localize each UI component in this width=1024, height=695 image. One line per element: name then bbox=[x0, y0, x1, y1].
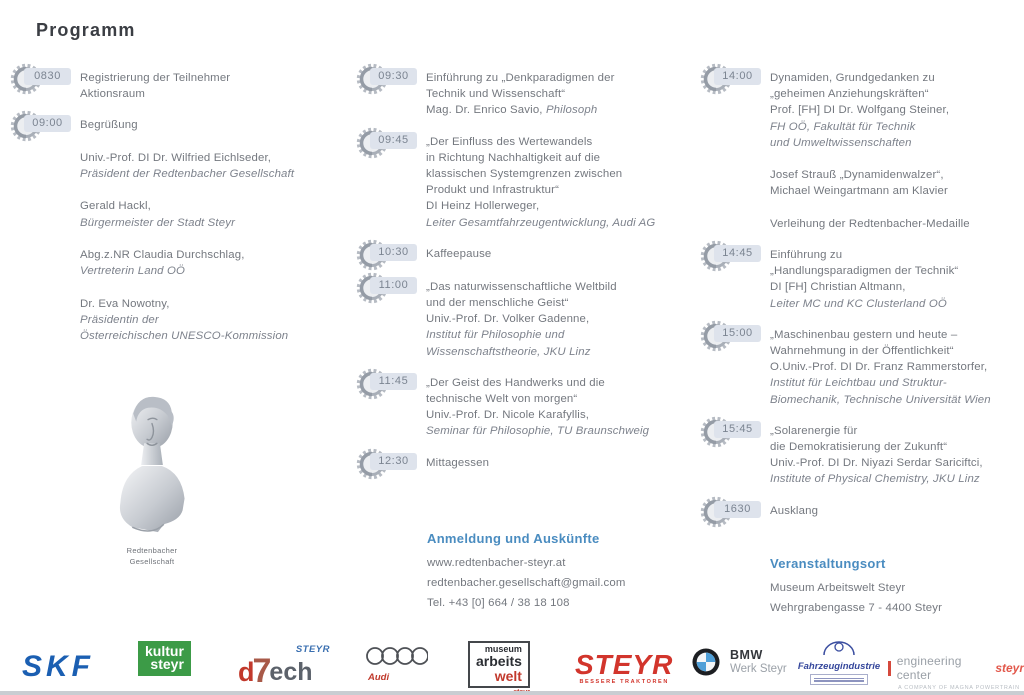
venue-info-block bbox=[770, 556, 942, 618]
schedule-line: Präsidentin der bbox=[80, 313, 159, 326]
time-cell bbox=[700, 423, 770, 441]
time-cell bbox=[16, 117, 80, 135]
schedule-line bbox=[770, 151, 1024, 167]
schedule-line: Technik und Wissenschaft“ bbox=[426, 88, 566, 101]
schedule-item bbox=[700, 423, 1024, 488]
schedule-line: „geheimen Anziehungskräften“ bbox=[770, 88, 929, 101]
schedule-item bbox=[356, 375, 692, 440]
dtech-seven: 7 bbox=[252, 652, 272, 690]
bust-caption-line2: Gesellschaft bbox=[129, 557, 175, 566]
audi-logo bbox=[366, 646, 428, 683]
schedule-line: Ausklang bbox=[770, 504, 819, 517]
ecs-red-bar bbox=[888, 661, 891, 676]
audi-rings-icon bbox=[366, 646, 428, 666]
engineering-center-steyr-logo bbox=[888, 654, 1024, 691]
schedule-line: „Der Einfluss des Wertewandels bbox=[426, 135, 593, 148]
schedule-line: Wissenschaftstheorie, JKU Linz bbox=[426, 345, 591, 358]
schedule-line: DI [FH] Christian Altmann, bbox=[770, 281, 906, 294]
schedule-item bbox=[700, 327, 1024, 408]
venue-lines bbox=[770, 578, 942, 618]
skf-logo bbox=[22, 650, 94, 684]
schedule-item bbox=[700, 247, 1024, 312]
time-badge: 11:00 bbox=[370, 277, 417, 294]
schedule-item bbox=[356, 134, 692, 231]
schedule-line: „Maschinenbau gestern und heute – bbox=[770, 328, 958, 341]
schedule-line bbox=[80, 134, 356, 150]
bmw-logo bbox=[692, 648, 787, 676]
schedule-line: Biomechanik, Technische Universität Wien bbox=[770, 393, 991, 406]
schedule-line: „Handlungsparadigmen der Technik“ bbox=[770, 265, 959, 278]
schedule-line: Mag. Dr. Enrico Savio, Philosoph bbox=[426, 104, 598, 117]
schedule-line: Michael Weingartmann am Klavier bbox=[770, 185, 948, 198]
schedule-line: Mittagessen bbox=[426, 456, 490, 469]
schedule-line: Univ.-Prof. DI Dr. Wilfried Eichlseder, bbox=[80, 151, 272, 164]
time-badge: 11:45 bbox=[370, 373, 417, 390]
time-badge: 14:00 bbox=[714, 68, 761, 85]
bmw-werk-steyr-text: Werk Steyr bbox=[730, 663, 787, 675]
schedule-line: Univ.-Prof. DI Dr. Niyazi Serdar Sariciftci, bbox=[770, 457, 983, 470]
schedule-line bbox=[80, 279, 356, 295]
schedule-line bbox=[80, 231, 356, 247]
time-badge: 09:30 bbox=[370, 68, 417, 85]
schedule-line bbox=[80, 182, 356, 198]
schedule-line: Vertreterin Land OÖ bbox=[80, 265, 185, 278]
time-badge: 15:45 bbox=[714, 421, 761, 438]
schedule-column-1 bbox=[16, 62, 356, 359]
time-cell bbox=[700, 327, 770, 345]
dtech-steyr-logo bbox=[238, 644, 330, 690]
ecs-text: engineering center bbox=[896, 654, 962, 682]
steyr-logo-text: STEYR bbox=[575, 649, 674, 680]
redtenbacher-bust bbox=[96, 392, 208, 567]
steyr-logo bbox=[575, 649, 674, 685]
schedule-line: FH OÖ, Fakultät für Technik bbox=[770, 120, 916, 133]
schedule-line: Präsident der Redtenbacher Gesellschaft bbox=[80, 168, 295, 180]
schedule-line: Österreichischen UNESCO-Kommission bbox=[80, 329, 289, 342]
schedule-line: und der menschliche Geist“ bbox=[426, 297, 569, 310]
time-cell bbox=[356, 455, 426, 473]
schedule-line: Abg.z.NR Claudia Durchschlag, bbox=[80, 248, 245, 261]
venue-line: Wehrgrabengasse 7 - 4400 Steyr bbox=[770, 602, 943, 614]
schedule-line: Univ.-Prof. Dr. Nicole Karafyllis, bbox=[426, 409, 590, 422]
museum-line1: museum bbox=[484, 644, 522, 654]
schedule-line: klassischen Systemgrenzen zwischen bbox=[426, 168, 623, 181]
schedule-line: Bürgermeister der Stadt Steyr bbox=[80, 216, 236, 229]
fahrzeugindustrie-small-print bbox=[810, 674, 868, 685]
ecs-subtext: A COMPANY OF MAGNA POWERTRAIN bbox=[898, 685, 1020, 691]
schedule-line: „Das naturwissenschaftliche Weltbild bbox=[426, 280, 617, 293]
schedule-line: Begrüßung bbox=[80, 119, 138, 132]
schedule-item bbox=[700, 503, 1024, 521]
dtech-steyr-label: STEYR bbox=[295, 644, 330, 655]
registration-info-block bbox=[427, 531, 626, 613]
schedule-line: Kaffeepause bbox=[426, 247, 492, 260]
time-badge: 09:45 bbox=[370, 132, 417, 149]
registration-heading: Anmeldung und Auskünfte bbox=[427, 531, 600, 546]
schedule-line: Dr. Eva Nowotny, bbox=[80, 297, 170, 310]
time-cell bbox=[356, 70, 426, 88]
schedule-line: Prof. [FH] DI Dr. Wolfgang Steiner, bbox=[770, 104, 950, 117]
schedule-line: Wahrnehmung in der Öffentlichkeit“ bbox=[770, 345, 954, 358]
schedule-line: Josef Strauß „Dynamidenwalzer“, bbox=[770, 169, 944, 182]
time-badge: 14:45 bbox=[714, 245, 761, 262]
schedule-line: O.Univ.-Prof. DI Dr. Franz Rammerstorfer, bbox=[770, 361, 988, 374]
museum-line3: welt bbox=[494, 668, 522, 685]
schedule-line: in Richtung Nachhaltigkeit auf die bbox=[426, 151, 601, 164]
registration-line: Tel. +43 [0] 664 / 38 18 108 bbox=[427, 597, 570, 609]
time-cell bbox=[356, 279, 426, 297]
time-badge: 1630 bbox=[714, 501, 761, 518]
schedule-line: Registrierung der Teilnehmer bbox=[80, 72, 231, 84]
time-cell bbox=[356, 375, 426, 393]
fahrzeugindustrie-emblem-icon bbox=[822, 640, 856, 656]
steyr-logo-subtext: BESSERE TRAKTOREN bbox=[579, 679, 669, 685]
schedule-item bbox=[356, 70, 692, 119]
bmw-roundel-icon bbox=[692, 648, 720, 676]
schedule-line: Aktionsraum bbox=[80, 88, 145, 101]
kultur-logo-line2: steyr bbox=[150, 656, 184, 672]
time-cell bbox=[700, 70, 770, 88]
time-badge: 0830 bbox=[24, 68, 71, 85]
schedule-line: Institute of Physical Chemistry, JKU Linz bbox=[770, 473, 980, 486]
bmw-logo-text: BMW bbox=[730, 648, 763, 662]
time-cell bbox=[356, 246, 426, 264]
schedule-line: Institut für Leichtbau und Struktur- bbox=[770, 377, 947, 390]
dtech-ech: ech bbox=[269, 658, 313, 686]
schedule-line: und Umweltwissenschaften bbox=[770, 136, 912, 149]
kultur-steyr-logo bbox=[138, 641, 191, 676]
schedule-line: Einführung zu bbox=[770, 249, 843, 261]
skf-logo-text: SKF bbox=[22, 650, 94, 683]
dtech-d: d bbox=[238, 657, 255, 687]
schedule-line: Dynamiden, Grundgedanken zu bbox=[770, 72, 935, 84]
schedule-line: Univ.-Prof. Dr. Volker Gadenne, bbox=[426, 313, 590, 326]
museum-line2: arbeits bbox=[476, 653, 522, 670]
sponsor-logo-strip bbox=[0, 638, 1024, 692]
venue-heading: Veranstaltungsort bbox=[770, 556, 886, 571]
schedule-item bbox=[16, 70, 356, 102]
fahrzeugindustrie-logo bbox=[795, 640, 883, 685]
time-cell bbox=[700, 247, 770, 265]
schedule-line: Leiter Gesamtfahrzeugentwicklung, Audi AG bbox=[426, 216, 656, 229]
schedule-line: „Der Geist des Handwerks und die bbox=[426, 376, 605, 389]
schedule-line: Verleihung der Redtenbacher-Medaille bbox=[770, 217, 970, 230]
schedule-line: Leiter MC und KC Clusterland OÖ bbox=[770, 297, 947, 310]
time-cell bbox=[356, 134, 426, 152]
time-cell bbox=[700, 503, 770, 521]
schedule-item bbox=[356, 455, 692, 473]
schedule-line: Institut für Philosophie und bbox=[426, 329, 565, 342]
schedule-item bbox=[16, 117, 356, 344]
time-badge: 15:00 bbox=[714, 325, 761, 342]
page-bottom-edge bbox=[0, 691, 1024, 695]
schedule-line: DI Heinz Hollerweger, bbox=[426, 200, 540, 213]
registration-line: redtenbacher.gesellschaft@gmail.com bbox=[427, 577, 626, 589]
schedule-item bbox=[356, 246, 692, 264]
schedule-line: Einführung zu „Denkparadigmen der bbox=[426, 72, 615, 84]
venue-line: Museum Arbeitswelt Steyr bbox=[770, 582, 906, 594]
schedule-item bbox=[356, 279, 692, 360]
kultur-logo-line1: kultur bbox=[145, 643, 184, 659]
schedule-item bbox=[700, 70, 1024, 232]
schedule-line bbox=[770, 200, 1024, 216]
fahrzeugindustrie-text: Fahrzeugindustrie bbox=[797, 661, 881, 672]
page-title: Programm bbox=[36, 20, 136, 40]
schedule-column-2 bbox=[356, 62, 692, 488]
audi-logo-text: Audi bbox=[368, 672, 390, 683]
time-badge: 12:30 bbox=[370, 453, 417, 470]
bust-sculpture-image bbox=[102, 392, 202, 540]
registration-line: www.redtenbacher-steyr.at bbox=[427, 557, 566, 569]
time-badge: 09:00 bbox=[24, 115, 71, 132]
registration-lines bbox=[427, 553, 626, 613]
time-cell bbox=[16, 70, 80, 88]
schedule-line: Seminar für Philosophie, TU Braunschweig bbox=[426, 425, 650, 438]
schedule-column-3 bbox=[700, 62, 1024, 536]
bust-caption-line1: Redtenbacher bbox=[126, 546, 178, 555]
museum-arbeitswelt-logo bbox=[468, 641, 530, 695]
ecs-accent-text: steyr bbox=[995, 661, 1024, 675]
schedule-line: technische Welt von morgen“ bbox=[426, 393, 578, 406]
schedule-line: Gerald Hackl, bbox=[80, 200, 151, 213]
schedule-line: die Demokratisierung der Zukunft“ bbox=[770, 441, 948, 454]
schedule-line: „Solarenergie für bbox=[770, 424, 858, 437]
schedule-line: Produkt und Infrastruktur“ bbox=[426, 184, 560, 197]
time-badge: 10:30 bbox=[370, 244, 417, 261]
